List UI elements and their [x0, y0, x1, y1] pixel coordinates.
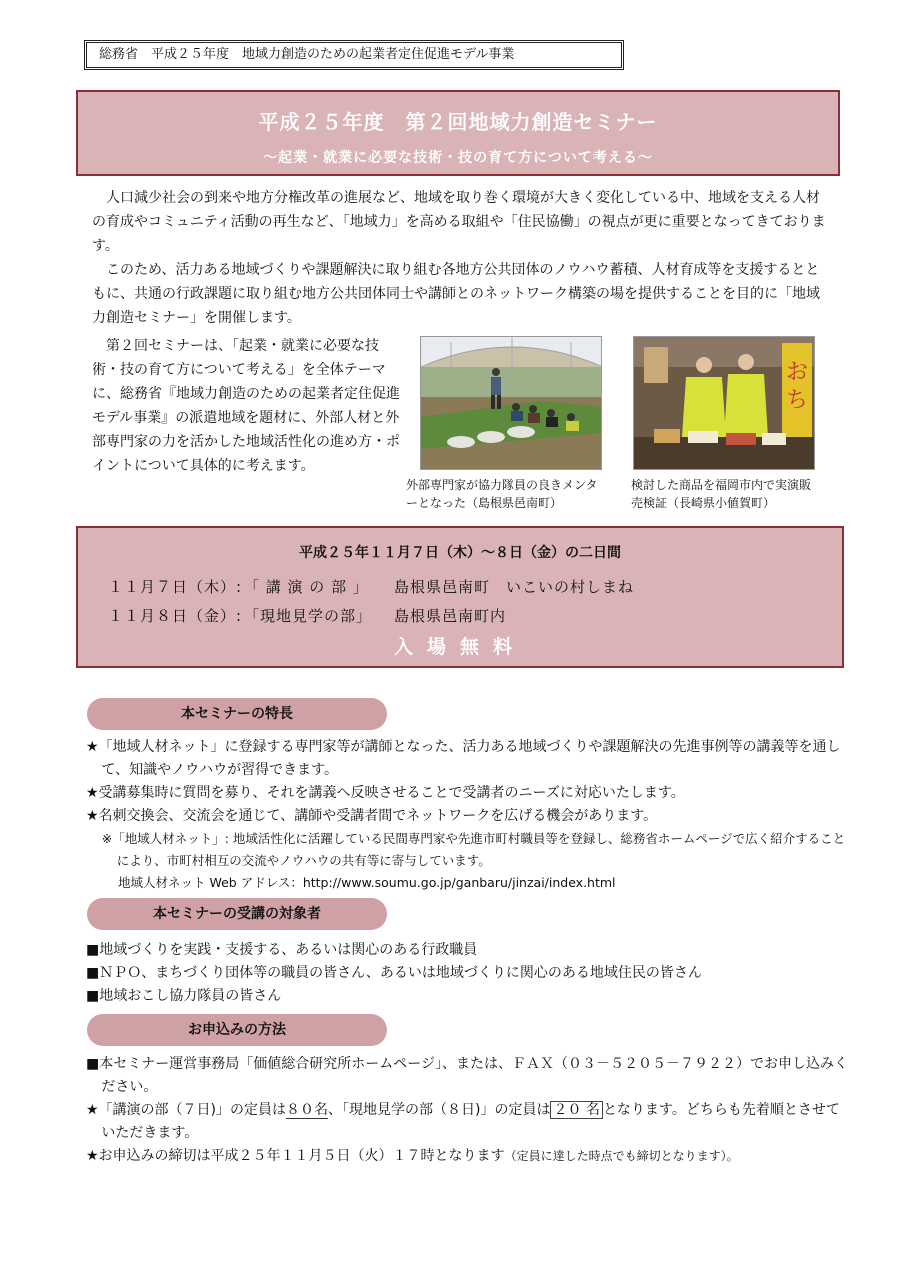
- target-item: ■地域づくりを実践・支援する、あるいは関心のある行政職員: [86, 942, 478, 958]
- target-item: ■地域おこし協力隊員の皆さん: [86, 988, 282, 1004]
- schedule-place: 島根県邑南町 いこいの村しまね: [394, 578, 635, 596]
- jinzai-net-note: ※「地域人材ネット」: 地域活性化に活躍している民間専門家や先進市町村職員等を登録し、総務省ホームページで広く紹介することにより、市町村相互の交流やノウハウの共有等に寄与しています。: [101, 831, 846, 868]
- features-heading: 本セミナーの特長: [87, 698, 387, 730]
- svg-text:ち: ち: [786, 388, 809, 413]
- targets-heading: 本セミナーの受講の対象者: [87, 898, 387, 930]
- capacity-lecture: ８０名: [286, 1102, 329, 1118]
- capacity-tour: ２０ 名: [550, 1101, 602, 1119]
- capacity-text: となります。どちらも先着順とさせていただきます。: [101, 1102, 840, 1141]
- schedule-part: 「現地見学の部」: [244, 607, 373, 625]
- photo-caption-1: 外部専門家が協力隊員の良きメンターとなった（島根県邑南町）: [406, 478, 598, 510]
- admission-free-label: 入場無料: [393, 636, 526, 658]
- deadline-note: （定員に達した時点でも締切となります）。: [504, 1149, 739, 1163]
- jinzai-net-url: 地域人材ネット Web アドレス：http://www.soumu.go.jp/ganbaru/jinzai/index.html: [118, 875, 616, 890]
- photo-caption-2: 検討した商品を福岡市内で実演販売検証（長崎県小値賀町）: [631, 478, 812, 510]
- feature-item: ★「地域人材ネット」に登録する専門家等が講師となった、活力ある地域づくりや課題解決の先進事例等の講義等を通して、知識やノウハウが習得できます。: [86, 739, 841, 778]
- schedule-place: 島根県邑南町内: [394, 607, 507, 625]
- schedule-part: 「 講 演 の 部 」: [244, 578, 369, 596]
- application-item-1: ■本セミナー運営事務局「価値総合研究所ホームページ」、または、ＦＡＸ（０３－５２０５－７９２２）でお申し込みください。: [86, 1056, 848, 1095]
- title-banner: [76, 90, 840, 176]
- market-stall-photo: [633, 336, 815, 470]
- feature-item: ★名刺交換会、交流会を通じて、講師や受講者間でネットワークを広げる機会があります。: [86, 808, 658, 824]
- program-header-text: 総務省 平成２５年度 地域力創造のための起業者定住促進モデル事業: [99, 47, 515, 62]
- deadline-text: ★お申込みの締切は平成２５年１１月５日（火）１７時となります: [86, 1148, 505, 1164]
- capacity-text: 、「現地見学の部（８日)」の定員は: [328, 1102, 551, 1118]
- seminar-dates: 平成２５年１１月７日（木）～８日（金）の二日間: [299, 545, 621, 561]
- schedule-date: １１月８日（金）:: [108, 607, 243, 625]
- feature-item: ★受講募集時に質問を募り、それを講義へ反映させることで受講者のニーズに対応いたします。: [86, 785, 685, 801]
- seminar-title: 平成２５年度 第２回地域力創造セミナー: [258, 110, 658, 134]
- svg-text:お: お: [786, 360, 809, 385]
- schedule-box: [76, 526, 844, 668]
- schedule-date: １１月７日（木）:: [108, 578, 243, 596]
- application-heading: お申込みの方法: [87, 1014, 387, 1046]
- target-item: ■ＮＰＯ、まちづくり団体等の職員の皆さん、あるいは地域づくりに関心のある地域住民の皆さん: [86, 965, 702, 981]
- intro-paragraph-3: 第２回セミナーは、「起業・就業に必要な技術・技の育て方について考える」を全体テーマに、総務省『地域力創造のための起業者定住促進モデル事業』の派遣地域を題材に、外部人材と外部専門家の力を活かした地域活性化の進め方・ポイントについて具体的に考えます。: [92, 338, 400, 474]
- schedule-item-day1: [108, 576, 634, 597]
- intro-paragraph-2: このため、活力ある地域づくりや課題解決に取り組む各地方公共団体のノウハウ蓄積、人材育成等を支援するとともに、共通の行政課題に取り組む地方公共団体同士や講師とのネットワーク構築の場を提供することを目的に「地域力創造セミナー」を開催します。: [92, 262, 820, 326]
- application-deadline: [86, 1145, 853, 1168]
- seminar-subtitle: ～起業・就業に必要な技術・技の育て方について考える～: [263, 150, 653, 166]
- schedule-item-day2: [108, 605, 506, 626]
- program-header-box: [84, 40, 624, 70]
- capacity-text: ★「講演の部（７日)」の定員は: [86, 1102, 287, 1118]
- farm-greenhouse-photo: [420, 336, 602, 470]
- intro-paragraph-1: 人口減少社会の到来や地方分権改革の進展など、地域を取り巻く環境が大きく変化している中、地域を支える人材の育成やコミュニティ活動の再生など、「地域力」を高める取組や「住民協働」の視点が更に重要となってきております。: [92, 190, 826, 254]
- application-item-2: [86, 1099, 853, 1145]
